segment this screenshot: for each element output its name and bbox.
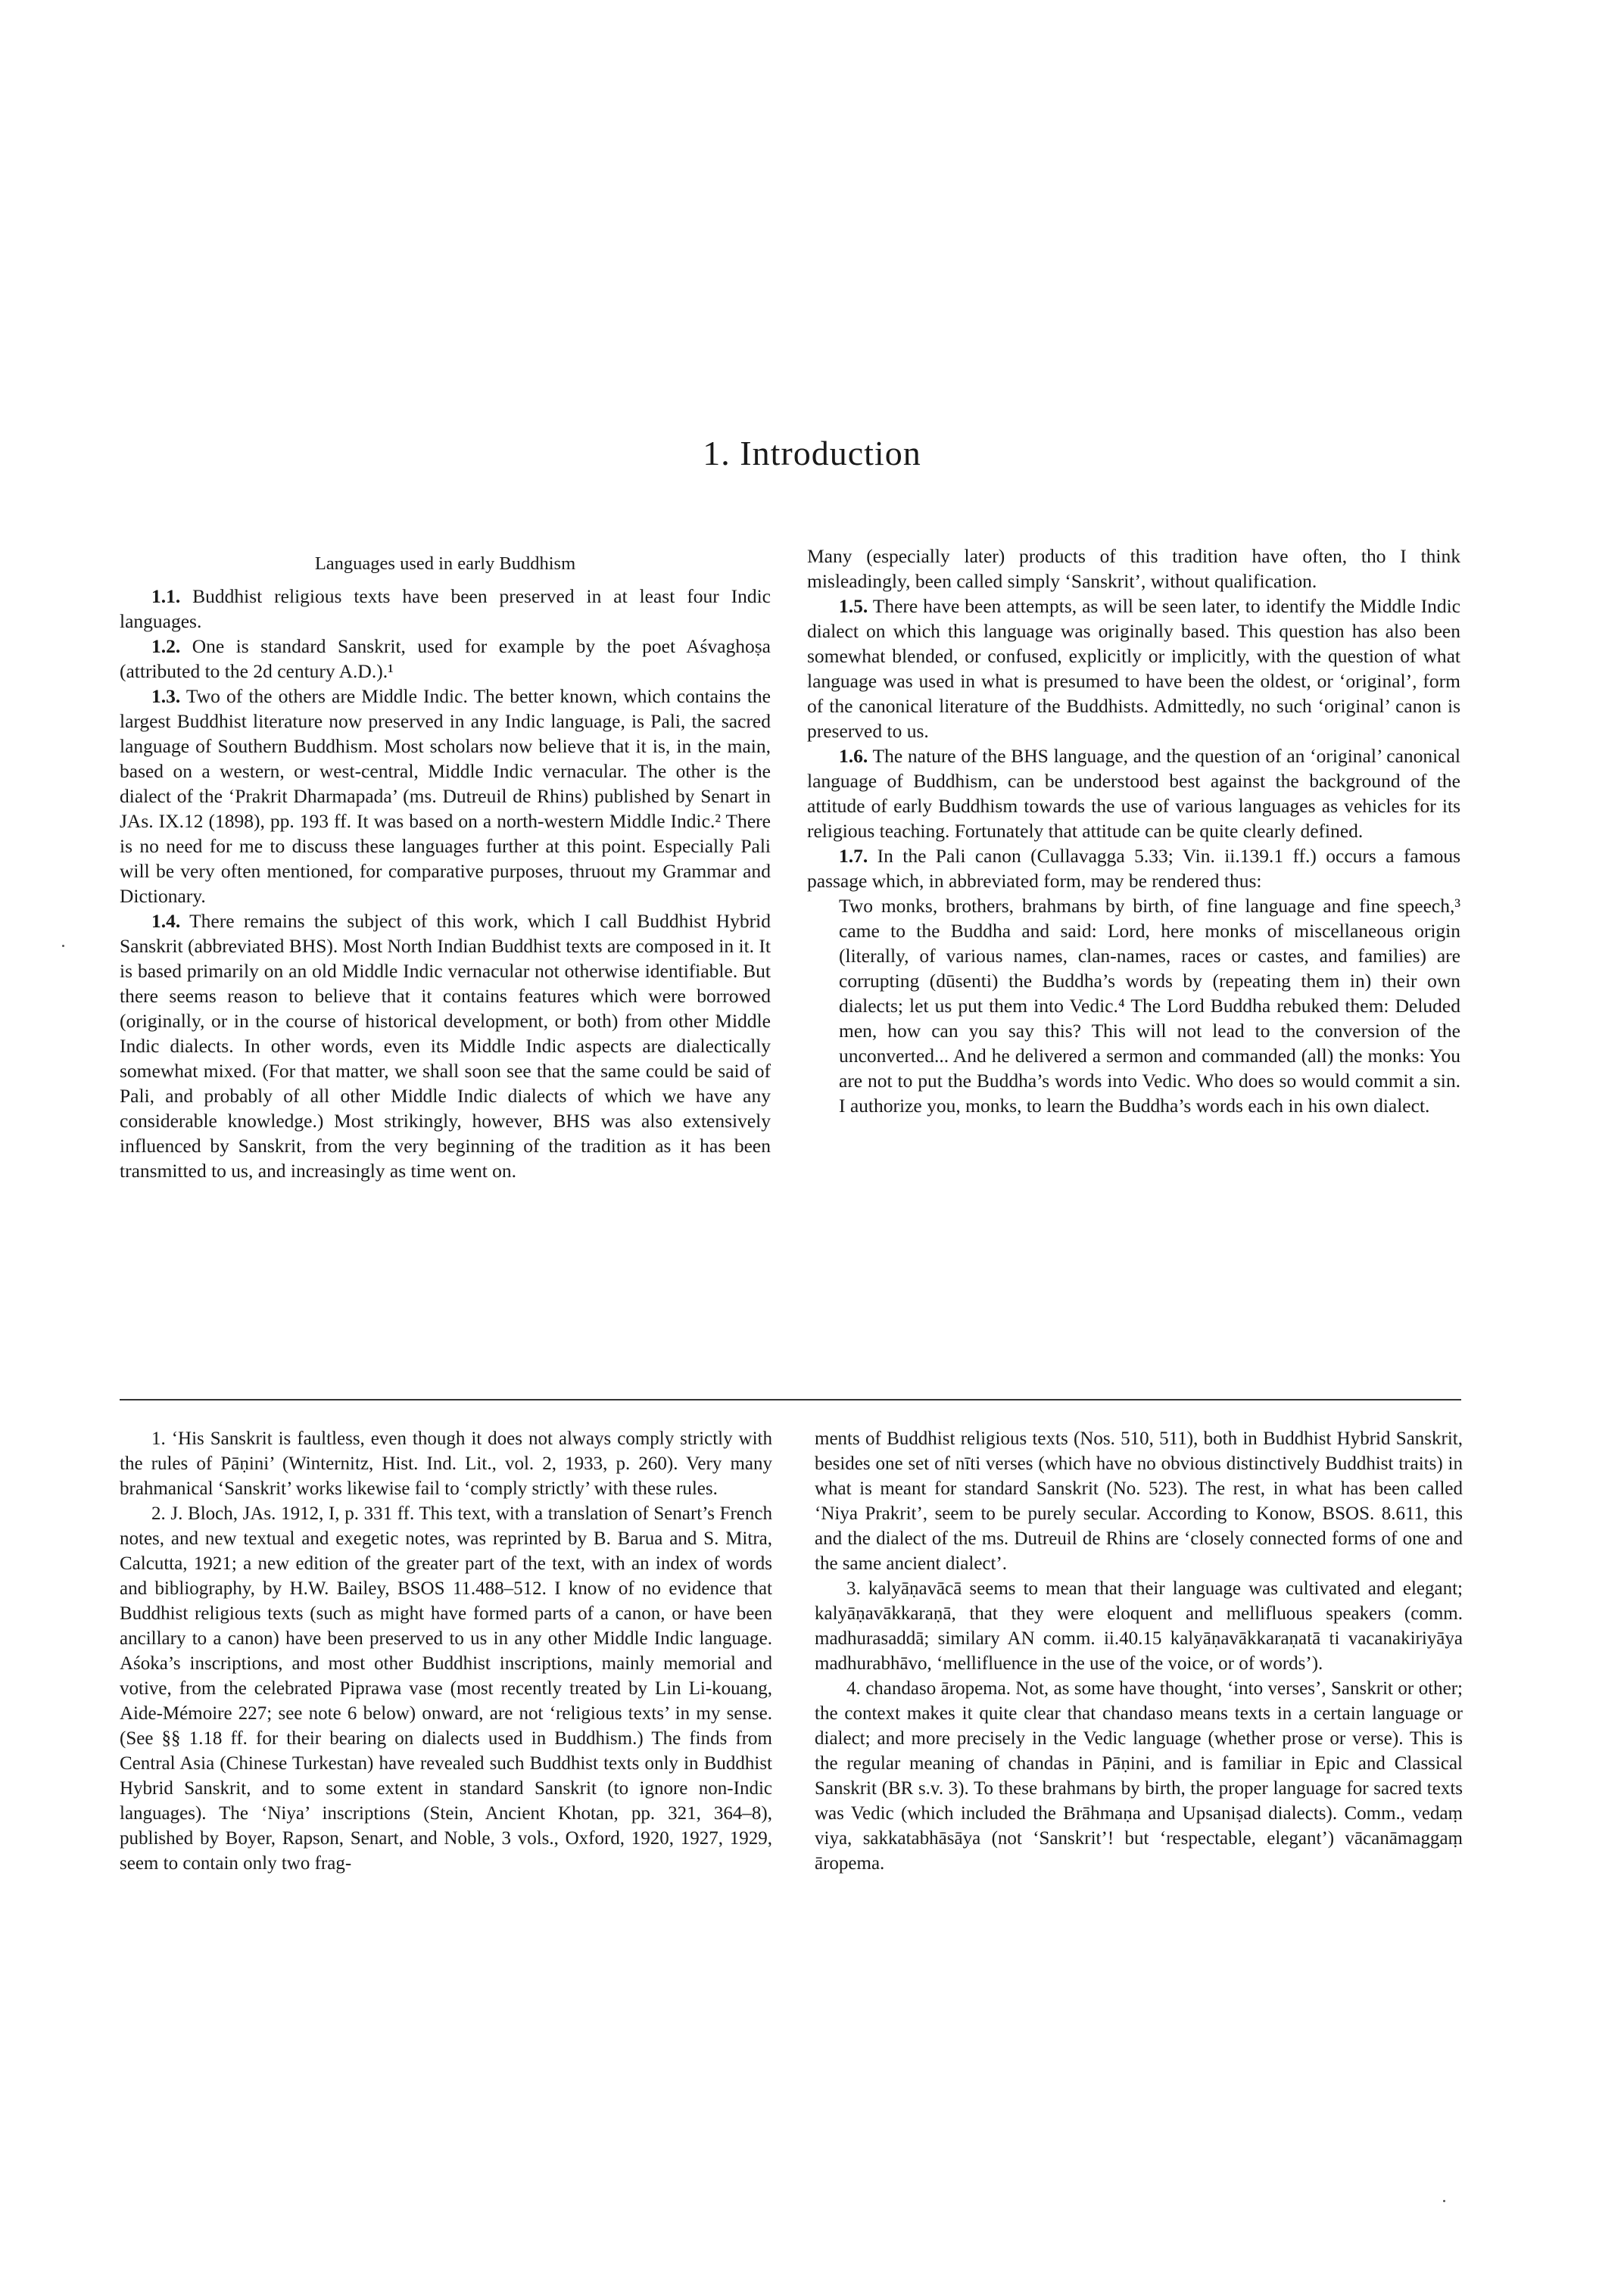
paragraph-1-6 [807, 743, 1460, 843]
paragraph-number: 1.6. [839, 745, 868, 767]
footnote-2: 2. J. Bloch, JAs. 1912, I, p. 331 ff. This text, with a translation of Senart’s French notes, and new textual and exegetic notes, was reprinted by B. Barua and S. Mitra, Calcutta, 1921; a new edition of the greater part of the text, with an index of words and bibliography, by H.W. Bailey, BSOS 11.488–512. I know of no evidence that Buddhist religious texts (such as might have formed parts of a canon, or have been ancillary to a canon) have been preserved to us in any other Middle Indic language. Aśoka’s inscriptions, and most other Buddhist inscriptions, mainly memorial and votive, from the celebrated Piprawa vase (most recently treated by Lin Li-kouang, Aide-Mémoire 227; see note 6 below) onward, are not ‘religious texts’ in my sense. (See §§ 1.18 ff. for their bearing on dialects used in Buddhism.) The finds from Central Asia (Chinese Turkestan) have revealed such Buddhist texts only in Buddhist Hybrid Sanskrit, and to some extent in standard Sanskrit (to ignore non-Indic languages). The ‘Niya’ inscriptions (Stein, Ancient Khotan, pp. 321, 364–8), published by Boyer, Rapson, Senart, and Noble, 3 vols., Oxford, 1920, 1927, 1929, seem to contain only two frag- [120, 1503, 772, 1874]
paragraph-1-2 [120, 634, 771, 684]
scan-speck [62, 945, 64, 947]
paragraph-text: Two of the others are Middle Indic. The better known, which contains the largest Buddhist literature now preserved in any Indic language, is Pali, the sacred language of Southern Buddhism. Most scholars now believe that it is, in the main, based on a western, or west-central, Middle Indic vernacular. The other is the dialect of the ‘Prakrit Dharmapada’ (ms. Dutreuil de Rhins) published by Senart in JAs. IX.12 (1898), pp. 193 ff. It was based on a north-western Middle Indic.² There is no need for me to discuss these languages further at this point. Especially Pali will be very often mentioned, for comparative purposes, thruout my Grammar and Dictionary. [120, 685, 771, 907]
block-quote: Two monks, brothers, brahmans by birth, of fine language and fine speech,³ came to the Buddha and said: Lord, here monks of miscellaneous origin (literally, of various names, clan-names, races or castes, and families) are corrupting (dūsenti) the Buddha’s words by (repeating them in) their own dialects; let us put them into Vedic.⁴ The Lord Buddha rebuked them: Deluded men, how can you say this? This will not lead to the conversion of the unconverted... And he delivered a sermon and commanded (all) the monks: You are not to put the Buddha’s words into Vedic. Who does so would commit a sin. I authorize you, monks, to learn the Buddha’s words each in his own dialect. [839, 895, 1460, 1117]
paragraph-number: 1.3. [151, 685, 181, 707]
paragraph-text: One is standard Sanskrit, used for example by the poet Aśvaghoṣa (attributed to the 2d century A.D.).¹ [120, 635, 771, 682]
paragraph-1-1 [120, 584, 771, 634]
paragraph-number: 1.7. [839, 845, 868, 867]
footnotes-left-column [120, 1426, 772, 1876]
paragraph-text: There remains the subject of this work, which I call Buddhist Hybrid Sanskrit (abbreviated BHS). Most North Indian Buddhist texts are composed in it. It is based primarily on an old Middle Indic vernacular not otherwise identifiable. But there seems reason to believe that it contains features which were borrowed (originally, or in the course of historical development, or both) from other Middle Indic dialects. In other words, even its Middle Indic aspects are dialectically somewhat mixed. (For that matter, we shall soon see that the same could be said of Pali, and probably of all other Middle Indic dialects of which we have any considerable knowledge.) Most strikingly, however, BHS was also extensively influenced by Sanskrit, from the very beginning of the tradition as it has been transmitted to us, and increasingly as time went on. [120, 910, 771, 1182]
section-heading: Languages used in early Buddhism [314, 553, 576, 574]
paragraph-1-5 [807, 594, 1460, 743]
paragraph-number: 1.4. [151, 910, 181, 932]
footnotes-right-column [815, 1426, 1463, 1876]
footnote-divider [120, 1399, 1461, 1400]
paragraph-text: The nature of the BHS language, and the question of an ‘original’ canonical language of Buddhism, can be understood best against the background of the attitude of early Buddhism towards the use of various languages as vehicles for its religious teaching. Fortunately that attitude can be quite clearly defined. [807, 745, 1460, 842]
chapter-title: 1. Introduction [703, 434, 921, 472]
paragraph-1-4 [120, 908, 771, 1183]
main-text-right-column [807, 544, 1460, 1118]
paragraph-text: There have been attempts, as will be seen later, to identify the Middle Indic dialect on which this language was originally based. This question has also been somewhat blended, or confused, explicitly or implicitly, with the question of what language was used in what is presumed to have been the oldest, or ‘original’, form of the canonical literature of the Buddhists. Admittedly, no such ‘original’ canon is preserved to us. [807, 595, 1460, 742]
paragraph-continuation: Many (especially later) products of this tradition have often, tho I think misleadingly, been called simply ‘Sanskrit’, without qualification. [807, 545, 1460, 592]
paragraph-number: 1.2. [151, 635, 181, 657]
scan-speck [1443, 2200, 1445, 2202]
footnote-2-continuation: ments of Buddhist religious texts (Nos. 510, 511), both in Buddhist Hybrid Sanskrit, besides one set of nīti verses (which have no obvious distinctively Buddhist traits) in what is meant for standard Sanskrit (No. 523). The rest, in what has been called ‘Niya Prakrit’, seem to be purely secular. According to Konow, BSOS. 8.611, this and the dialect of the ms. Dutreuil de Rhins are ‘closely connected forms of one and the same ancient dialect’. [815, 1428, 1463, 1574]
main-text-left-column [120, 551, 771, 1183]
paragraph-1-3 [120, 684, 771, 908]
paragraph-text: Buddhist religious texts have been preserved in at least four Indic languages. [120, 585, 771, 632]
paragraph-text: In the Pali canon (Cullavagga 5.33; Vin. ii.139.1 ff.) occurs a famous passage which, in abbreviated form, may be rendered thus: [807, 845, 1460, 892]
paragraph-1-7 [807, 843, 1460, 893]
paragraph-number: 1.5. [839, 595, 868, 617]
footnote-1: 1. ‘His Sanskrit is faultless, even though it does not always comply strictly with the rules of Pāṇini’ (Winternitz, Hist. Ind. Lit., vol. 2, 1933, p. 260). Very many brahmanical ‘Sanskrit’ works likewise fail to ‘comply strictly’ with these rules. [120, 1428, 772, 1499]
footnote-3: 3. kalyāṇavācā seems to mean that their language was cultivated and elegant; kalyāṇavākkaraṇā, that they were eloquent and mellifluous speakers (comm. madhurasaddā; similary AN comm. ii.40.15 kalyāṇavākkaraṇatā ti vacanakiriyāya madhurabhāvo, ‘mellifluence in the use of the voice, or of words’). [815, 1578, 1463, 1674]
footnote-4: 4. chandaso āropema. Not, as some have thought, ‘into verses’, Sanskrit or other; the context makes it quite clear that chandaso means texts in a certain language or dialect; and more precisely in the Vedic language (whether prose or verse). This is the regular meaning of chandas in Pāṇini, and is familiar in Epic and Classical Sanskrit (BR s.v. 3). To these brahmans by birth, the proper language for sacred texts was Vedic (which included the Brāhmaṇa and Upsaniṣad dialects). Comm., vedaṃ viya, sakkatabhāsāya (not ‘Sanskrit’! but ‘respectable, elegant’) vācanāmaggaṃ āropema. [815, 1678, 1463, 1874]
paragraph-number: 1.1. [151, 585, 181, 607]
